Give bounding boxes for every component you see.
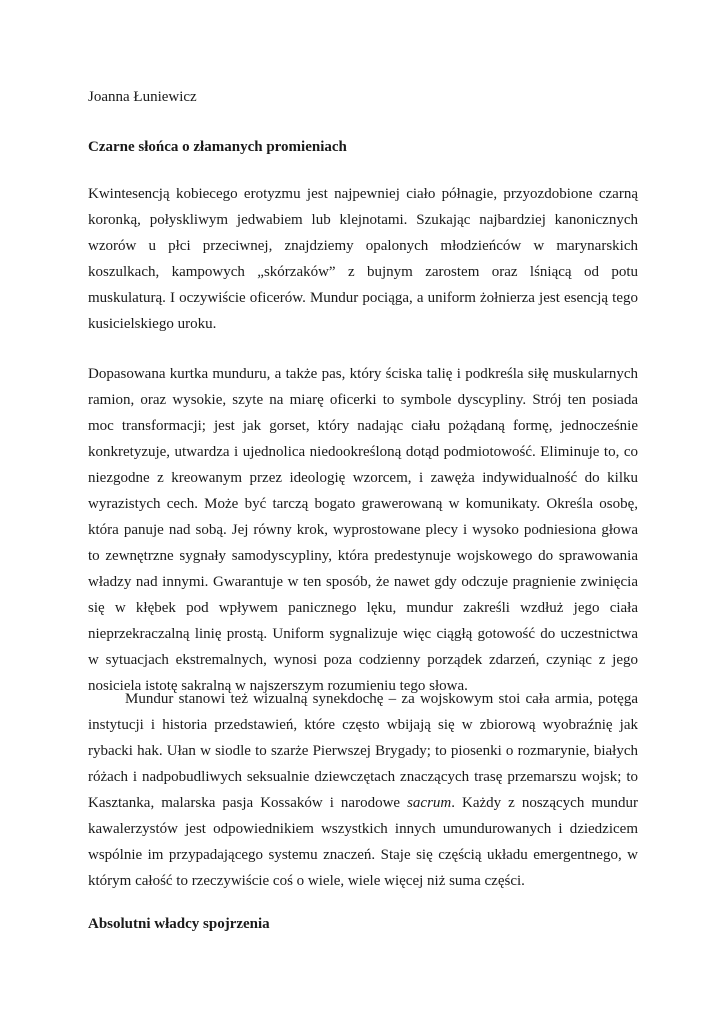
paragraph-2: Dopasowana kurtka munduru, a także pas, który ściska talię i podkreśla siłę muskularnych ramion, oraz wysokie, szyte na miarę oficerki to symbole dyscypliny. Strój ten posiada moc transformacji; jest jak gorset, który nadając ciału pożądaną formę, jednocześnie konkretyzuje, utwardza i ujednolica niedookreśloną dotąd podmiotowość. Eliminuje to, co niezgodne z kreowanym przez ideologię wzorcem, i zawęża indywidualność do kilku wyrazistych cech. Może być tarczą bogato grawerowaną w komunikaty. Określa osobę, która panuje nad sobą. Jej równy krok, wyprostowane plecy i wysoko podniesiona głowa to zewnętrzne sygnały samodyscypliny, która predestynuje wojskowego do sprawowania władzy nad innymi. Gwarantuje w ten sposób, że nawet gdy odczuje pragnienie zwinięcia się w kłębek pod wpływem panicznego lęku, mundur zakreśli wzdłuż jego ciała nieprzekraczalną linię prostą. Uniform sygnalizuje więc ciągłą gotowość do uczestnictwa w sytuacjach ekstremalnych, wynosi poza codzienny porządek zdarzeń, czyniąc z jego nosiciela istotę sakralną w najszerszym rozumieniu tego słowa. <box>88 366 638 694</box>
article-title: Czarne słońca o złamanych promieniach <box>88 139 347 155</box>
paragraph-1: Kwintesencją kobiecego erotyzmu jest najpewniej ciało półnagie, przyozdobione czarną koronką, połyskliwym jedwabiem lub klejnotami. Szukając najbardziej kanonicznych wzorów u płci przeciwnej, znajdziemy opalonych młodzieńców w marynarskich koszulkach, kampowych „skórzaków” z bujnym zarostem oraz lśniącą od potu muskulaturą. I oczywiście oficerów. Mundur pociąga, a uniform żołnierza jest esencją tego kusicielskiego uroku. <box>88 186 638 332</box>
paragraph-3-text-b: . Każdy z noszących mundur kawalerzystów jest odpowiednikiem wszystkich innych umundurowanych i dziedzicem wspólnie im przypadającego systemu znaczeń. Staje się częścią układu emergentnego, w którym całość to rzeczywiście coś o wiele, wiele więcej niż suma części. <box>88 795 638 889</box>
paragraph-3-text-a: Mundur stanowi też wizualną synekdochę – za wojskowym stoi cała armia, potęga instytucji i historia przedstawień, które często wbijają się w zbiorową wyobraźnię jak rybacki hak. Ułan w siodle to szarże Pierwszej Brygady; to piosenki o rozmarynie, białych różach i nadpobudliwych seksualnie dziewczętach znaczących trasę przemarszu wojsk; to Kasztanka, malarska pasja Kossaków i narodowe <box>88 691 638 811</box>
paragraph-3-italic-term: sacrum <box>407 795 452 811</box>
section-subtitle: Absolutni władcy spojrzenia <box>88 916 270 932</box>
paragraph-3 <box>88 686 638 894</box>
author-name: Joanna Łuniewicz <box>88 89 197 105</box>
